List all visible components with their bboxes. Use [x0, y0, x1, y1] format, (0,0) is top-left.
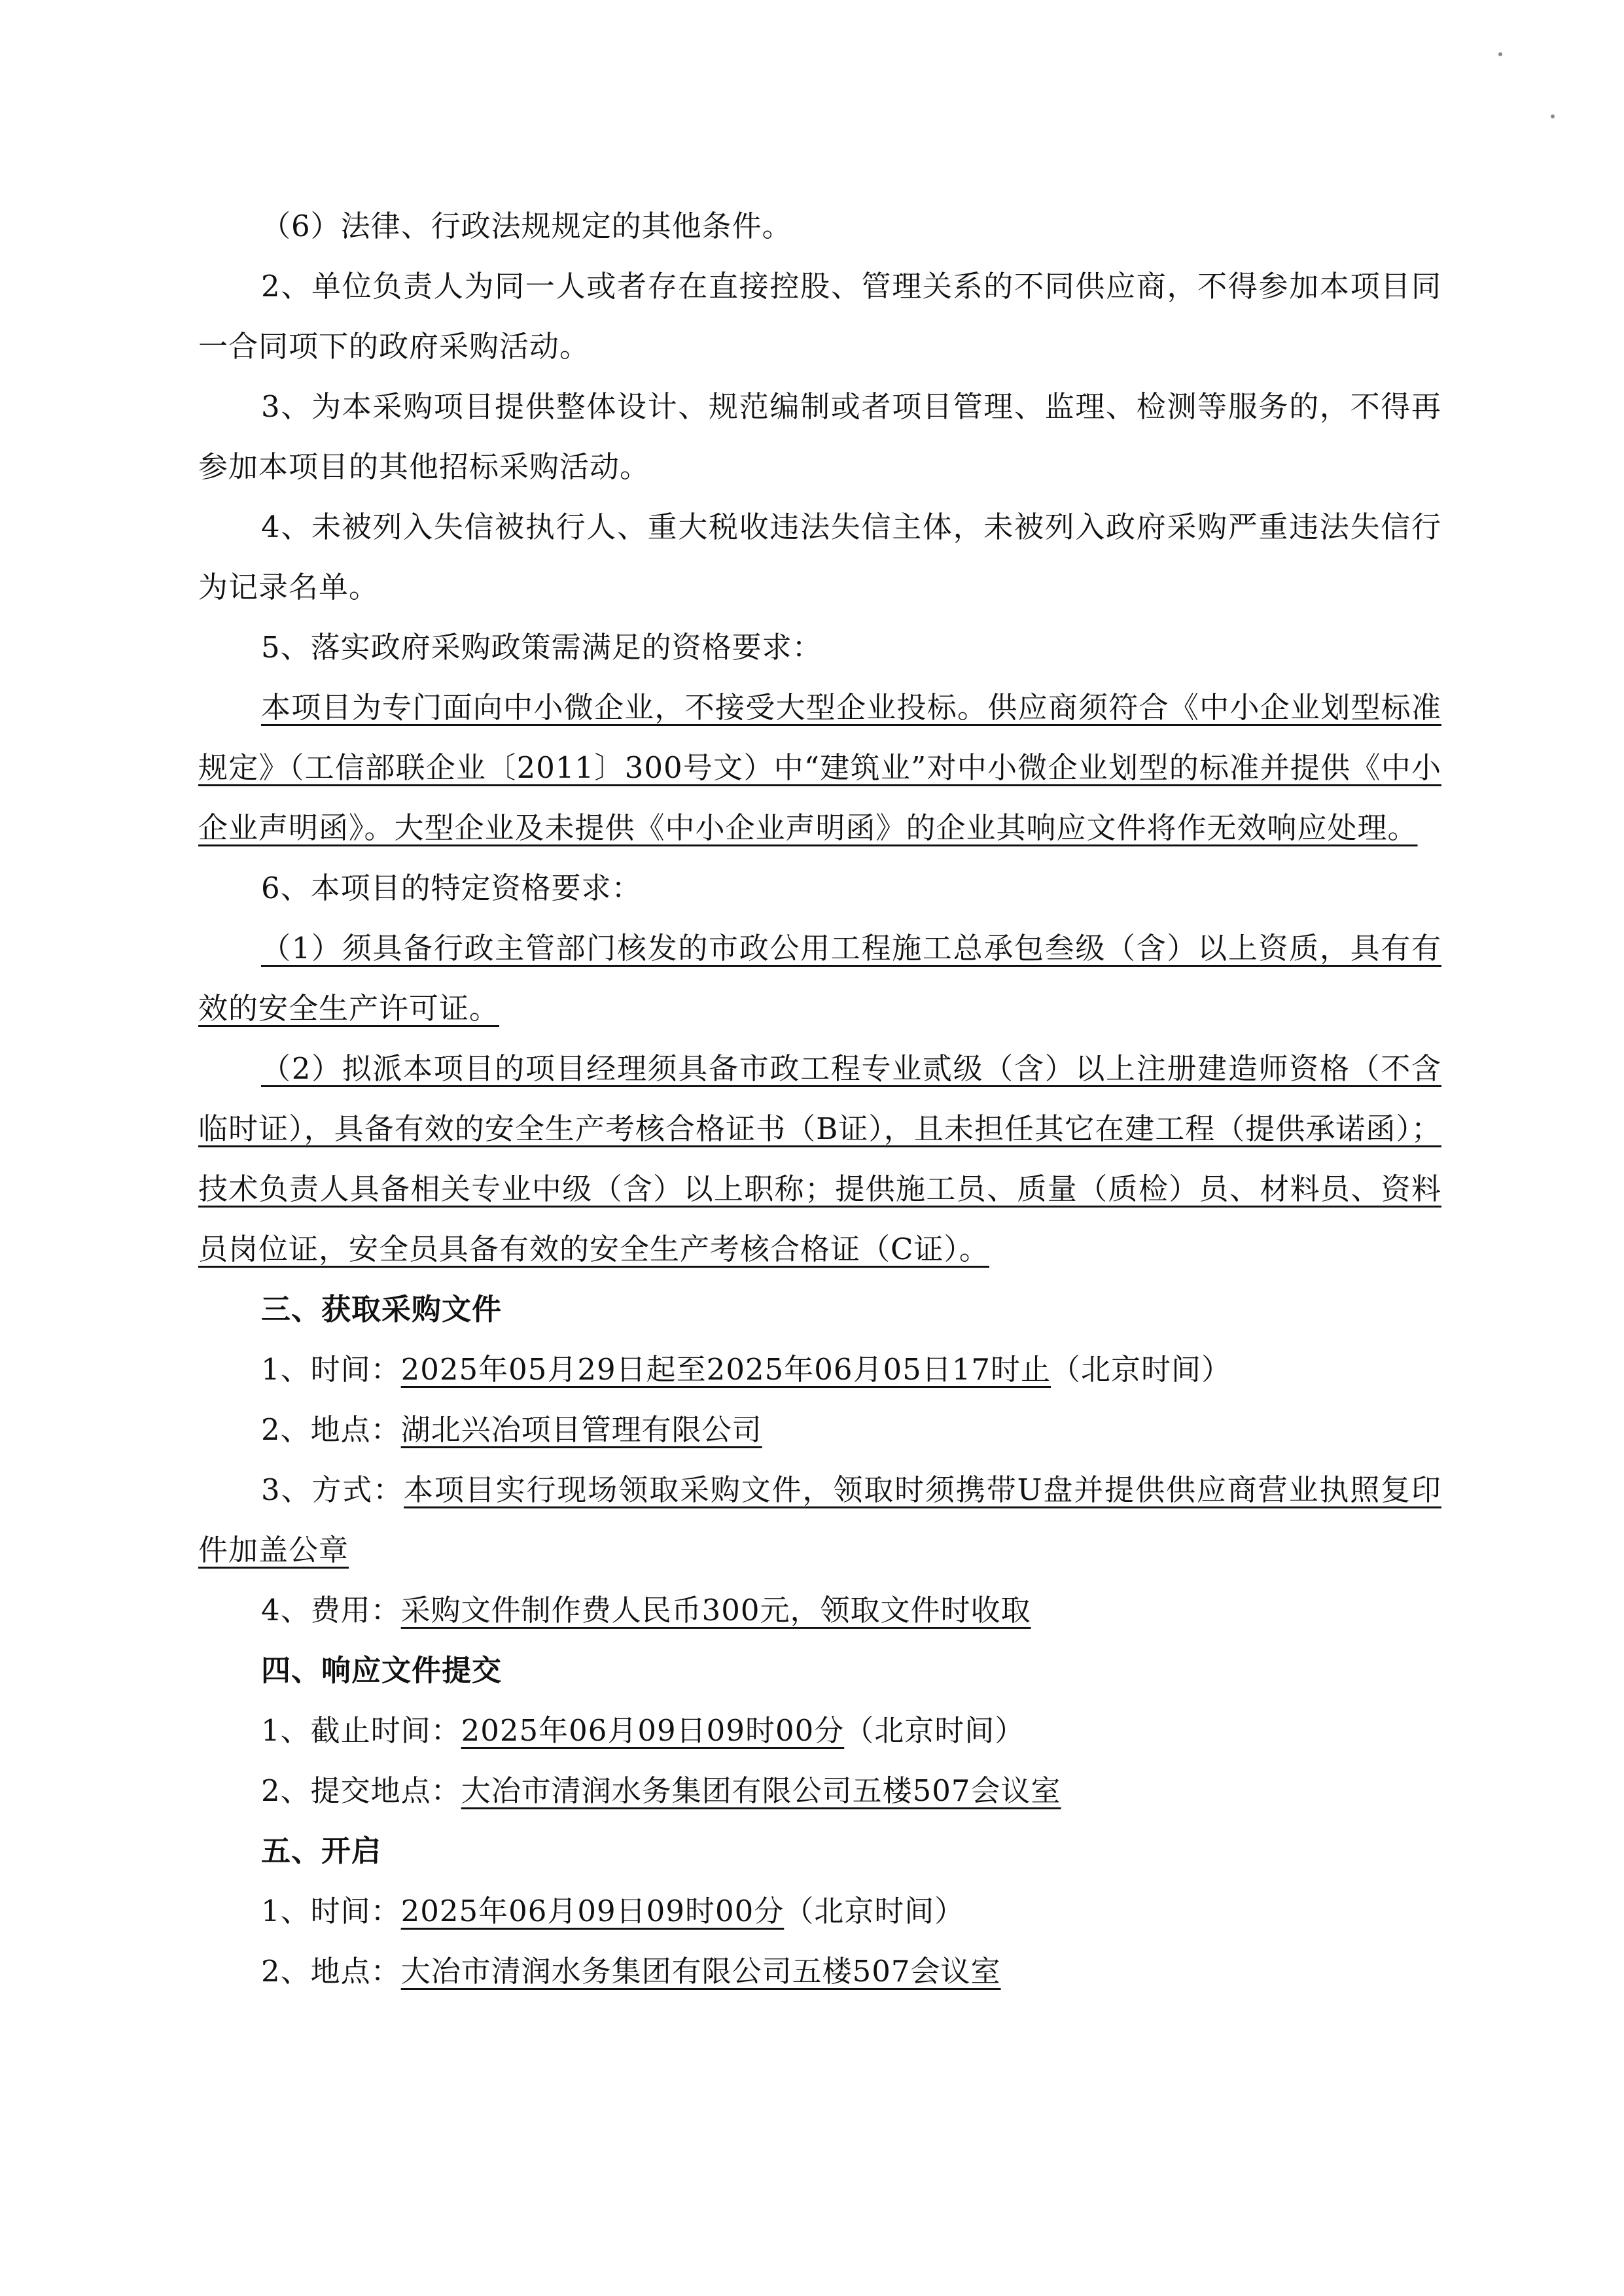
opening-place-value: 大冶市清润水务集团有限公司五楼507会议室	[400, 1954, 1001, 1989]
scan-speck	[1498, 52, 1502, 56]
obtain-time-label: 1、时间：	[261, 1352, 401, 1387]
obtain-fee-line	[198, 1580, 1441, 1641]
paragraph-item-2: 2、单位负责人为同一人或者存在直接控股、管理关系的不同供应商，不得参加本项目同一合同项下的政府采购活动。	[198, 269, 1441, 364]
obtain-time-line	[198, 1340, 1441, 1400]
section-heading-submission: 四、响应文件提交	[261, 1653, 503, 1688]
opening-place-line	[198, 1941, 1441, 2002]
obtain-time-suffix: （北京时间）	[1051, 1352, 1232, 1387]
submission-place-line	[198, 1761, 1441, 1821]
obtain-fee-value: 采购文件制作费人民币300元，领取文件时收取	[400, 1593, 1031, 1627]
submission-place-label: 2、提交地点：	[261, 1773, 461, 1808]
submission-deadline-line	[198, 1701, 1441, 1761]
qualification-1-text: （1）须具备行政主管部门核发的市政公用工程施工总承包叁级（含）以上资质，具有有效的安全生产许可证。	[198, 931, 1441, 1026]
submission-deadline-label: 1、截止时间：	[261, 1713, 461, 1748]
submission-deadline-suffix: （北京时间）	[844, 1713, 1025, 1748]
opening-time-value: 2025年06月09日09时00分	[400, 1894, 785, 1928]
submission-place-value: 大冶市清润水务集团有限公司五楼507会议室	[461, 1773, 1061, 1808]
obtain-fee-label: 4、费用：	[261, 1593, 401, 1627]
paragraph-item-3: 3、为本采购项目提供整体设计、规范编制或者项目管理、监理、检测等服务的，不得再参加本项目的其他招标采购活动。	[198, 389, 1441, 484]
document-body	[198, 196, 1441, 2002]
obtain-place-label: 2、地点：	[261, 1412, 401, 1447]
obtain-method-value: 本项目实行现场领取采购文件，领取时须携带U盘并提供供应商营业执照复印件加盖公章	[198, 1472, 1441, 1567]
obtain-place-line	[198, 1400, 1441, 1460]
obtain-method-line	[198, 1460, 1441, 1580]
obtain-time-value: 2025年05月29日起至2025年06月05日17时止	[400, 1352, 1051, 1387]
scan-speck	[1551, 114, 1555, 118]
section-heading-opening: 五、开启	[261, 1834, 382, 1868]
paragraph-qualification-2	[198, 1039, 1441, 1279]
paragraph-item-6: 6、本项目的特定资格要求：	[261, 871, 642, 905]
opening-time-suffix: （北京时间）	[784, 1894, 965, 1928]
paragraph-qualification-1	[198, 918, 1441, 1039]
paragraph-condition-6: （6）法律、行政法规规定的其他条件。	[261, 209, 792, 243]
paragraph-item-5: 5、落实政府采购政策需满足的资格要求：	[261, 630, 822, 665]
obtain-place-value: 湖北兴冶项目管理有限公司	[400, 1412, 762, 1447]
opening-time-line	[198, 1881, 1441, 1941]
opening-time-label: 1、时间：	[261, 1894, 401, 1928]
submission-deadline-value: 2025年06月09日09时00分	[461, 1713, 845, 1748]
opening-place-label: 2、地点：	[261, 1954, 401, 1989]
obtain-method-label: 3、方式：	[261, 1472, 404, 1507]
sme-policy-text: 本项目为专门面向中小微企业，不接受大型企业投标。供应商须符合《中小企业划型标准规定》（工信部联企业〔2011〕300号文）中“建筑业”对中小微企业划型的标准并提供《中小企业声明函》。大型企业及未提供《中小企业声明函》的企业其响应文件将作无效响应处理。	[198, 690, 1441, 845]
section-heading-obtain-docs: 三、获取采购文件	[261, 1292, 503, 1327]
qualification-2-text: （2）拟派本项目的项目经理须具备市政工程专业贰级（含）以上注册建造师资格（不含临时证），具备有效的安全生产考核合格证书（B证），且未担任其它在建工程（提供承诺函）；技术负责人具备相关专业中级（含）以上职称；提供施工员、质量（质检）员、材料员、资料员岗位证，安全员具备有效的安全生产考核合格证（C证）。	[198, 1051, 1441, 1266]
paragraph-item-4: 4、未被列入失信被执行人、重大税收违法失信主体，未被列入政府采购严重违法失信行为记录名单。	[198, 510, 1441, 604]
paragraph-sme-policy	[198, 678, 1441, 858]
